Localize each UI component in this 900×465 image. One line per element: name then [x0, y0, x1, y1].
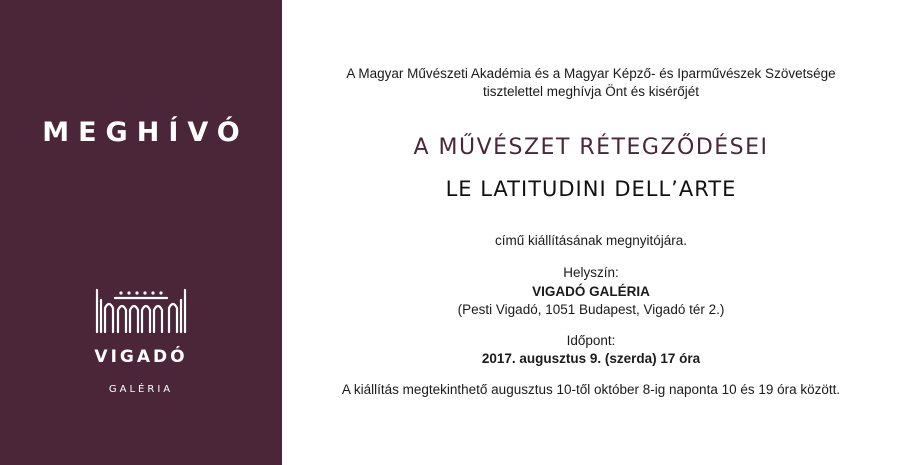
intro-line-2: tisztelettel meghívja Önt és kisérőjét — [482, 84, 700, 99]
logo-name: VIGADÓ — [94, 347, 188, 367]
logo-subtitle: GALÉRIA — [108, 384, 174, 395]
exhibition-title-hungarian: A MŰVÉSZET RÉTEGZŐDÉSEI — [413, 135, 769, 160]
subtitle: című kiállításának megnyitójára. — [494, 233, 688, 248]
venue-label: Helyszín: — [563, 265, 619, 280]
venue-name: VIGADÓ GALÉRIA — [532, 284, 650, 299]
left-panel — [0, 0, 282, 465]
exhibition-title-italian: LE LATITUDINI DELL’ARTE — [445, 177, 737, 201]
viewing-info: A kiállítás megtekinthető augusztus 10-től október 8-ig naponta 10 és 19 óra között. — [341, 382, 841, 397]
invitation-heading: MEGHÍVÓ — [42, 117, 249, 148]
time-label: Időpont: — [566, 333, 616, 348]
invitation-text-panel — [282, 0, 900, 465]
intro-line-1: A Magyar Művészeti Akadémia és a Magyar Képző- és Iparművészek Szövetsége — [346, 66, 836, 81]
venue-address: (Pesti Vigadó, 1051 Budapest, Vigadó tér 2.) — [457, 302, 725, 317]
vigado-building-icon — [91, 286, 191, 336]
time-value: 2017. augusztus 9. (szerda) 17 óra — [481, 351, 701, 366]
